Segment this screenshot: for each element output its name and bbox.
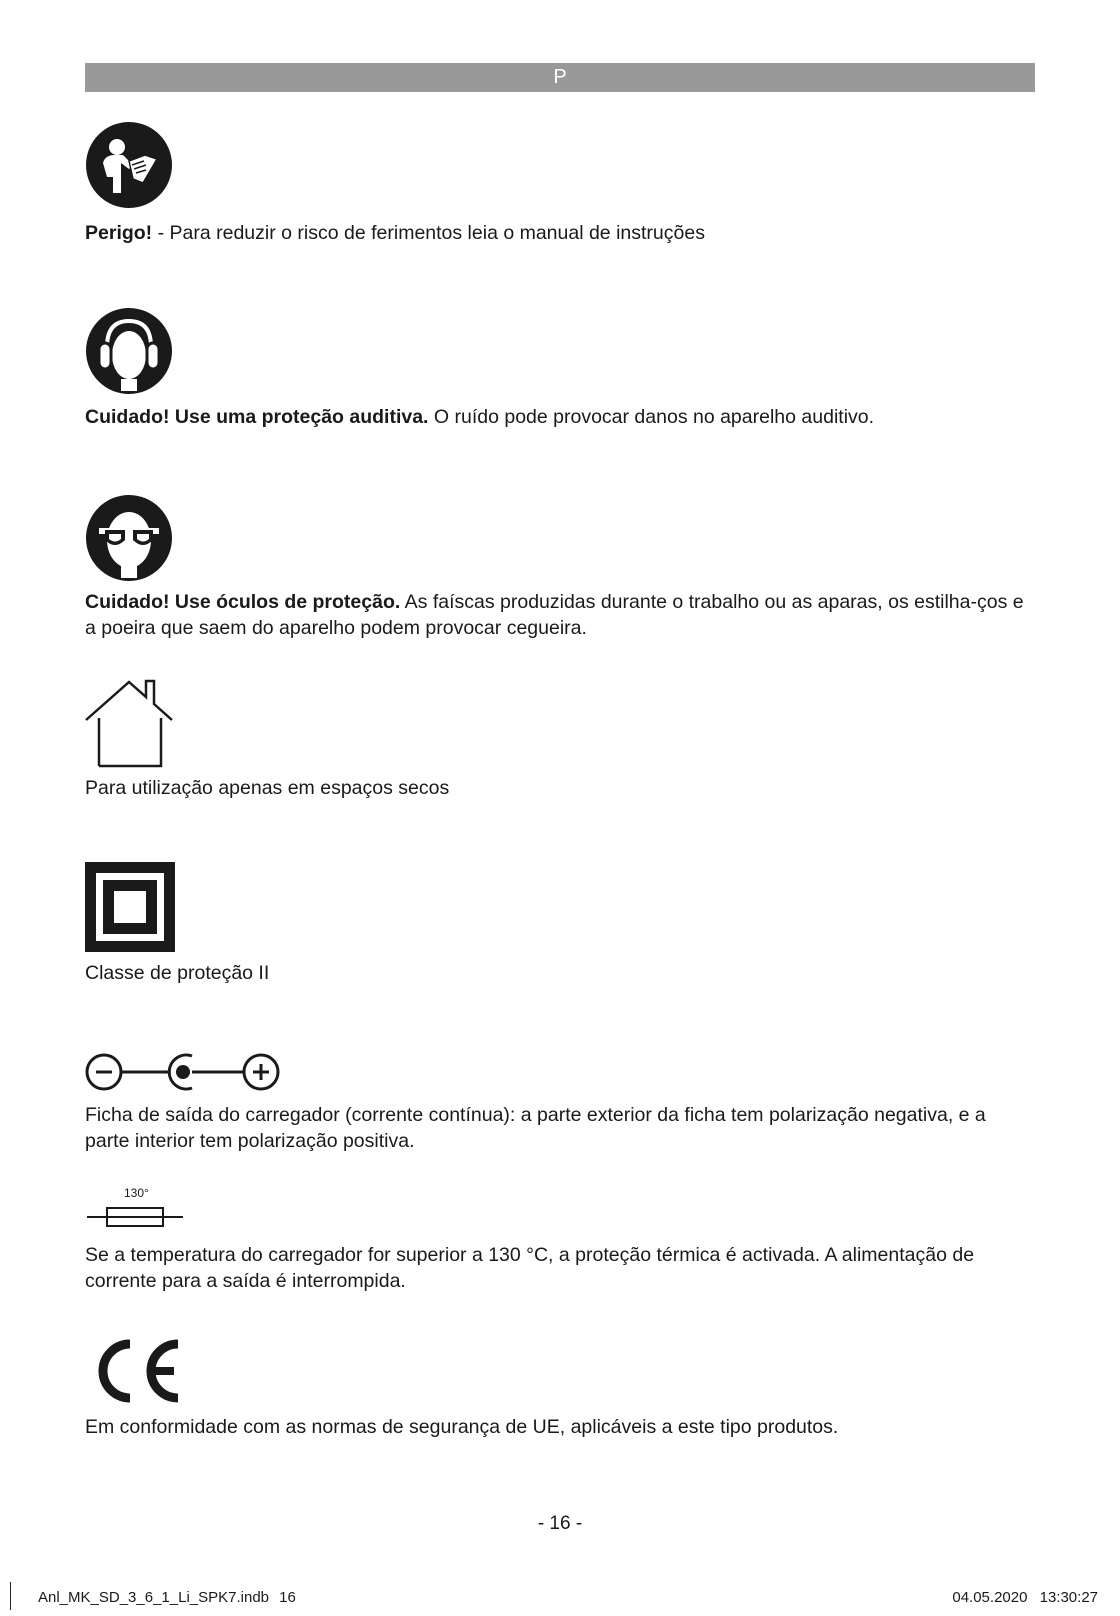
section-hearing-text [85, 404, 1035, 430]
footer-file-page: 16 [279, 1589, 296, 1606]
page-number: - 16 - [537, 1513, 583, 1534]
thermal-fuse-icon [85, 1186, 185, 1234]
section-eye-text [85, 589, 1035, 641]
section-class-ii-text [85, 960, 1035, 986]
read-manual-icon [85, 121, 173, 209]
section-dc-body: Ficha de saída do carregador (corrente contínua): a parte exterior da ficha tem polarização negativa, e a parte interior tem polarização positiva. [85, 1104, 986, 1152]
dc-polarity-icon [85, 1051, 281, 1093]
section-hearing-body: O ruído pode provocar danos no aparelho auditivo. [428, 406, 875, 428]
section-ce-body: Em conformidade com as normas de segurança de UE, aplicáveis a este tipo produtos. [85, 1416, 839, 1438]
footer-file-name: Anl_MK_SD_3_6_1_Li_SPK7.indb [38, 1589, 269, 1606]
section-class-ii-body: Classe de proteção II [85, 962, 270, 984]
eye-protection-icon [85, 494, 173, 582]
protection-class-ii-icon [85, 862, 175, 952]
crop-mark-left [10, 1582, 11, 1610]
thermal-fuse-label: 130° [124, 1186, 149, 1200]
print-footer-right [952, 1589, 1098, 1606]
print-footer-left [38, 1589, 296, 1606]
section-eye-bold: Cuidado! Use óculos de proteção. [85, 591, 401, 613]
language-header-bar [85, 63, 1035, 92]
section-fuse-text [85, 1242, 1035, 1294]
dry-indoor-use-icon [84, 678, 176, 768]
language-code: P [553, 66, 567, 88]
ce-mark-icon [92, 1338, 184, 1404]
section-dc-text [85, 1102, 1035, 1154]
section-eye-body: As faíscas produzidas durante o trabalho ou as aparas, os estilha-ços e a poeira que saem do aparelho podem provocar cegueira. [85, 591, 1024, 639]
section-read-manual-body: - Para reduzir o risco de ferimentos leia o manual de instruções [152, 222, 705, 244]
footer-date: 04.05.2020 [952, 1589, 1028, 1606]
section-read-manual-text [85, 220, 1035, 246]
section-fuse-body: Se a temperatura do carregador for superior a 130 °C, a proteção térmica é activada. A alimentação de corrente para a saída é interrompida. [85, 1244, 975, 1292]
section-indoor-body: Para utilização apenas em espaços secos [85, 777, 450, 799]
section-read-manual-bold: Perigo! [85, 222, 153, 244]
section-hearing-bold: Cuidado! Use uma proteção auditiva. [85, 406, 429, 428]
footer-time: 13:30:27 [1039, 1589, 1098, 1606]
hearing-protection-icon [85, 307, 173, 395]
section-ce-text [85, 1414, 1035, 1440]
section-indoor-text [85, 775, 1035, 801]
